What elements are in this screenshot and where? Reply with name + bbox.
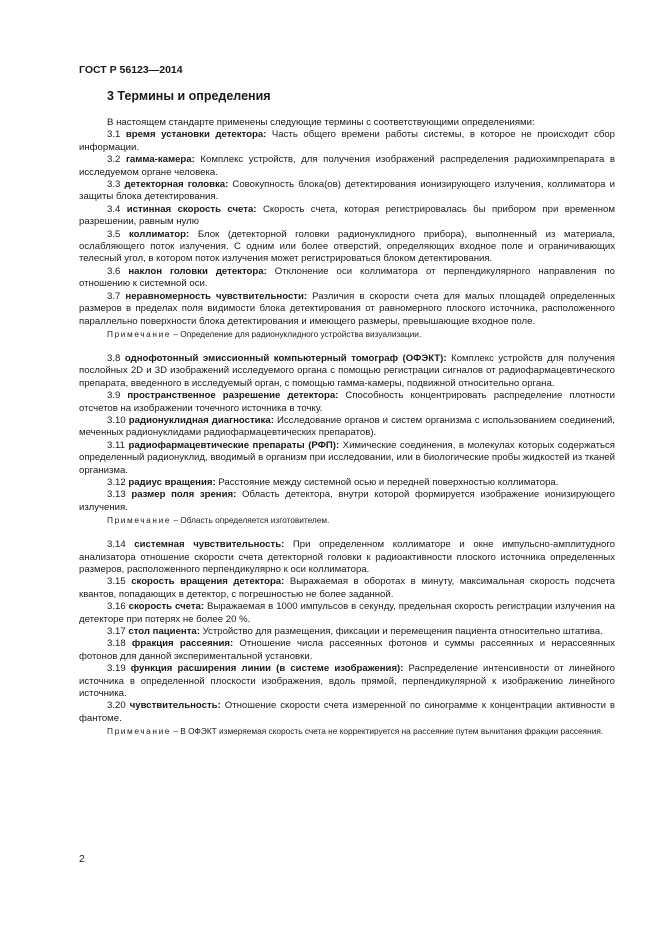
note bbox=[79, 515, 615, 526]
term-definition: Отношение скорости счета измеренной по синограмме к концентрации активности в фантоме. bbox=[79, 700, 616, 724]
term-number: 3.15 bbox=[107, 576, 126, 588]
note-label: Примечание bbox=[107, 726, 172, 737]
term-number: 3.6 bbox=[107, 265, 121, 277]
term-definition: Распределение интенсивности от линейного источника в определенной плоскости изображения, вдоль прямой, перпендикулярной к изображению линейного источника. bbox=[79, 663, 615, 700]
term-definition: Блок (детекторной головки радионуклидного прибора), выполненный из материала, ослабляющего поток излучения. С одним или более отверстий, определяющих входное поле и ограничивающих телесный угол, в котором поток излучения может регистрироваться блоком детектирования. bbox=[79, 228, 615, 265]
term-entry bbox=[79, 390, 615, 415]
term-definition: Область детектора, внутри которой формируется изображение ионизирующего излучения. bbox=[79, 489, 615, 513]
term-name: неравномерность чувствительности: bbox=[125, 290, 308, 302]
term-number: 3.4 bbox=[107, 203, 121, 215]
term-definition: Исследование органов и систем организма с использованием соединений, меченных радионуклидами радиофармацевтических препаратов). bbox=[79, 414, 615, 439]
term-number: 3.14 bbox=[107, 539, 126, 551]
term-number: 3.16 bbox=[107, 601, 126, 613]
term-definition: Устройство для размещения, фиксации и перемещения пациента относительно штатива. bbox=[202, 626, 603, 638]
term-entry bbox=[79, 204, 615, 229]
term-number: 3.7 bbox=[107, 290, 121, 302]
term-entry bbox=[79, 477, 615, 489]
term-entry bbox=[79, 601, 615, 626]
term-entry bbox=[79, 626, 615, 638]
term-name: гамма-камера: bbox=[125, 154, 195, 166]
note-label: Примечание bbox=[107, 515, 172, 526]
term-name: коллиматор: bbox=[128, 228, 190, 240]
term-definition: Выражаемая в 1000 импульсов в секунду, предельная скорость регистрации излучения на детекторе при потерях не более 20 %. bbox=[79, 601, 615, 625]
term-definition: Совокупность блока(ов) детектирования ионизирующего излучения, коллиматора и защиты блока детектирования. bbox=[79, 179, 615, 203]
term-entry bbox=[79, 415, 615, 440]
note-text: – Определение для радионуклидного устройства визуализации. bbox=[173, 328, 422, 339]
note bbox=[79, 329, 615, 340]
term-entry bbox=[79, 229, 615, 266]
term-number: 3.17 bbox=[107, 626, 126, 638]
term-entry bbox=[79, 154, 615, 179]
term-number: 3.13 bbox=[107, 489, 126, 501]
term-definition: Выражаемая в оборотах в минуту, максимальная скорость подсчета квантов, попадающих в детектор, с погрешностью не более заданной. bbox=[79, 576, 616, 600]
term-entry bbox=[79, 291, 615, 328]
term-entry bbox=[79, 663, 615, 700]
note bbox=[79, 726, 615, 737]
term-number: 3.3 bbox=[107, 179, 121, 191]
term-name: детекторная головка: bbox=[124, 179, 229, 191]
term-name: стол пациента: bbox=[128, 626, 200, 638]
term-number: 3.9 bbox=[107, 390, 121, 402]
term-entry bbox=[79, 353, 615, 390]
term-number: 3.12 bbox=[107, 476, 126, 488]
term-number: 3.18 bbox=[107, 638, 126, 650]
term-name: истинная скорость счета: bbox=[126, 203, 257, 215]
term-definition: Скорость счета, которая регистрировалась бы прибором при временном разрешении, равным нулю bbox=[79, 203, 615, 228]
term-entry bbox=[79, 266, 615, 291]
term-name: радиофармацевтические препараты (РФП): bbox=[128, 439, 340, 451]
term-name: наклон головки детектора: bbox=[128, 265, 267, 277]
intro-paragraph: В настоящем стандарте применены следующие термины с соответствующими определениями: bbox=[107, 117, 535, 128]
note-text: – Область определяется изготовителем. bbox=[173, 515, 330, 526]
term-definition: При определенном коллиматоре и окне импульсно-амплитудного анализатора отношение скорости счета детекторной головки к радиоактивности плоского источника определенных размеров, расположенного перпендикулярно к оси коллиматора. bbox=[79, 539, 615, 575]
term-number: 3.5 bbox=[107, 228, 121, 240]
term-name: функция расширения линии (в системе изображения): bbox=[130, 663, 404, 675]
term-name: чувствительность: bbox=[129, 700, 221, 712]
term-definition: Комплекс устройств, для получения изображений распределения радиохимпрепарата в исследуемом органе человека. bbox=[79, 154, 616, 178]
term-entry bbox=[79, 638, 615, 663]
term-number: 3.1 bbox=[107, 129, 121, 141]
note-label: Примечание bbox=[107, 328, 172, 339]
term-definition: Различия в скорости счета для малых площадей определенных размеров в пределах поля видимости блока детектирования от равномерного плоского источника, расположенного параллельно поверхности блока детектирования и имеющего размеры, превышающие входное поле. bbox=[79, 290, 616, 327]
term-entry bbox=[79, 129, 615, 154]
section-title: 3 Термины и определения bbox=[107, 89, 271, 103]
term-name: радионуклидная диагностика: bbox=[128, 414, 274, 426]
term-definition: Часть общего времени работы системы, в которое не происходит сбор информации. bbox=[79, 129, 616, 153]
term-definition: Химические соединения, в молекулах которых содержаться определенный радионуклид, вводимый в организм при исследовании, или в биологические пробы жидкостей из тканей организма. bbox=[79, 439, 616, 476]
term-number: 3.20 bbox=[107, 700, 126, 712]
term-definition: Способность концентрировать распределение плотности отсчетов на изображении точечного источника в точку. bbox=[79, 390, 615, 414]
term-definition: Отношение числа рассеянных фотонов и суммы рассеянных и нерассеянных фотонов для данной экспериментальной установки. bbox=[79, 638, 615, 662]
term-number: 3.10 bbox=[107, 414, 126, 426]
page-number: 2 bbox=[79, 853, 85, 865]
term-name: скорость вращения детектора: bbox=[131, 576, 285, 588]
term-name: радиус вращения: bbox=[128, 476, 216, 488]
term-definition: Расстояние между системной осью и передней поверхностью коллиматора. bbox=[218, 476, 559, 488]
term-entry bbox=[79, 179, 615, 204]
term-number: 3.19 bbox=[107, 663, 126, 675]
term-definition: Комплекс устройств для получения послойных 2D и 3D изображений исследуемого органа с помощью регистрации сигналов от радиофармацевтического препарата, введенного в исследуемый орган, с помощью гамма-камеры, подвижной относительно органа. bbox=[79, 352, 616, 389]
term-name: системная чувствительность: bbox=[134, 539, 285, 551]
term-name: пространственное разрешение детектора: bbox=[127, 390, 339, 402]
term-entry bbox=[79, 539, 615, 576]
terms-content bbox=[79, 117, 615, 737]
note-text: – В ОФЭКТ измеряемая скорость счета не корректируется на рассеяние путем вычитания фракции рассеяния. bbox=[173, 726, 604, 737]
document-code: ГОСТ Р 56123—2014 bbox=[79, 64, 183, 76]
term-number: 3.8 bbox=[107, 352, 121, 364]
term-name: фракция рассеяния: bbox=[131, 638, 234, 650]
term-entry bbox=[79, 489, 615, 514]
term-entry bbox=[79, 700, 615, 725]
term-entry bbox=[79, 576, 615, 601]
term-name: время установки детектора: bbox=[125, 129, 267, 141]
term-number: 3.11 bbox=[107, 439, 125, 451]
term-definition: Отклонение оси коллиматора от перпендикулярного направления по отношению к системной оси. bbox=[79, 265, 615, 290]
term-name: размер поля зрения: bbox=[131, 489, 237, 501]
term-name: скорость счета: bbox=[128, 601, 205, 613]
term-name: однофотонный эмиссионный компьютерный томограф (ОФЭКТ): bbox=[124, 352, 447, 364]
term-entry bbox=[79, 440, 615, 477]
term-number: 3.2 bbox=[107, 154, 121, 166]
